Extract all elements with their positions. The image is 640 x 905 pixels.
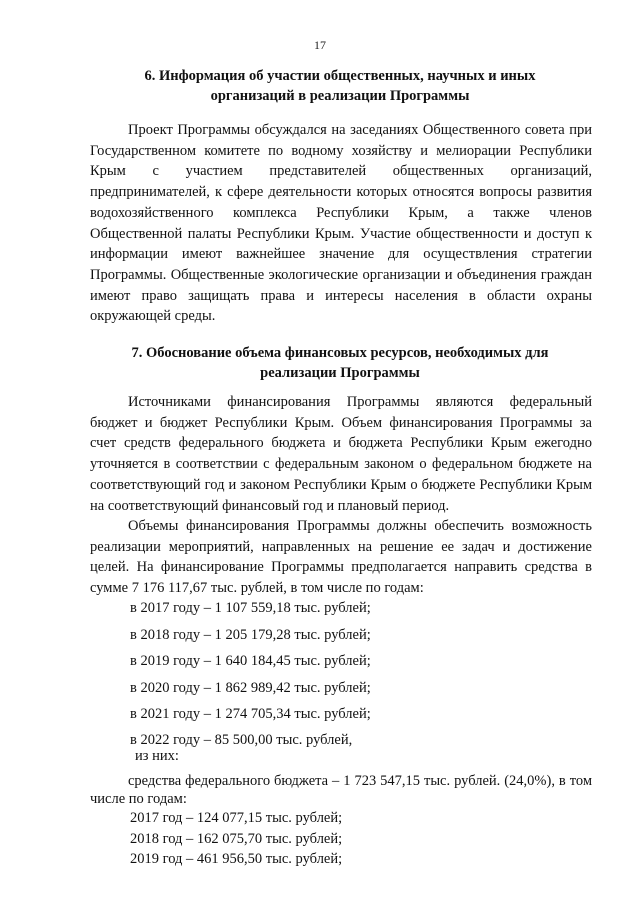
year-total-2022: в 2022 году – 85 500,00 тыс. рублей,: [130, 732, 353, 748]
year-total-2020: в 2020 году – 1 862 989,42 тыс. рублей;: [130, 680, 371, 696]
year-total-2019: в 2019 году – 1 640 184,45 тыс. рублей;: [130, 653, 371, 669]
section-7-heading-line-1: 7. Обоснование объема финансовых ресурсов, необходимых для: [131, 345, 549, 361]
section-7-paragraph-2: Объемы финансирования Программы должны обеспечить возможность реализации мероприятий, направленных на решение ее задач и достижение целей. На финансирование Программы предполагается направить средства в сумме 7 176 117,67 тыс. рублей, в том числе по годам:: [90, 518, 592, 596]
of-them-label: из них:: [135, 748, 179, 764]
year-federal-2017: 2017 год – 124 077,15 тыс. рублей;: [130, 810, 343, 826]
year-federal-2018: 2018 год – 162 075,70 тыс. рублей;: [130, 831, 343, 847]
federal-funds-paragraph: средства федерального бюджета – 1 723 547,15 тыс. рублей. (24,0%), в том числе по годам:: [90, 773, 592, 807]
section-7-paragraph-1: Источниками финансирования Программы являются федеральный бюджет и бюджет Республики Крым. Объем финансирования Программы за счет средств федерального бюджета и бюджета Республики Крым ежегодно уточняется в соответствии с федеральным законом о федеральном бюджете на соответствующий год и законом Республики Крым о бюджете Республики Крым на соответствующий финансовый год и плановый период.: [90, 394, 592, 514]
section-6-heading-line-1: 6. Информация об участии общественных, научных и иных: [144, 68, 536, 84]
section-7-heading-line-2: реализации Программы: [260, 365, 420, 381]
page-number: 17: [314, 38, 326, 52]
year-federal-2019: 2019 год – 461 956,50 тыс. рублей;: [130, 851, 343, 867]
year-total-2017: в 2017 году – 1 107 559,18 тыс. рублей;: [130, 600, 371, 616]
section-6-paragraph: Проект Программы обсуждался на заседаниях Общественного совета при Государственном комитете по водному хозяйству и мелиорации Республики Крым с участием представителей общественных организаций, предпринимателей, к сфере деятельности которых относятся вопросы развития водохозяйственного комплекса Республики Крым, а также членов Общественной палаты Республики Крым. Участие общественности и доступ к информации имеют важнейшее значение для осуществления стратегии Программы. Общественные экологические организации и объединения граждан имеют право защищать права и интересы населения в области охраны окружающей среды.: [90, 122, 592, 325]
year-total-2018: в 2018 году – 1 205 179,28 тыс. рублей;: [130, 627, 371, 643]
section-6-heading-line-2: организаций в реализации Программы: [210, 88, 470, 104]
year-total-2021: в 2021 году – 1 274 705,34 тыс. рублей;: [130, 706, 371, 722]
